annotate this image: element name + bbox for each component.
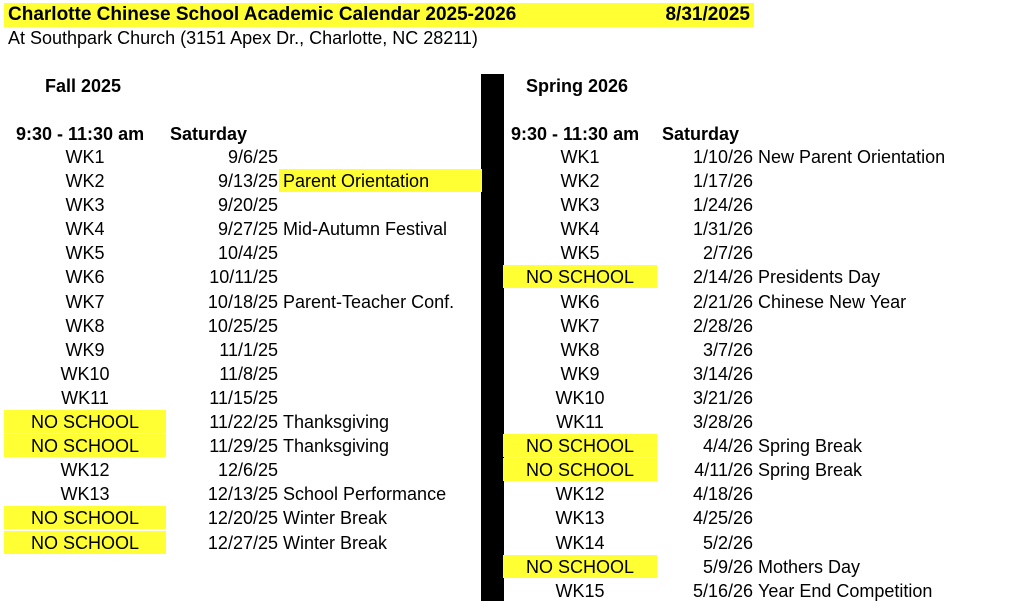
column-divider [481, 74, 504, 601]
spring-row [503, 338, 1024, 362]
week-label: WK1 [65, 147, 105, 167]
week-label: WK5 [560, 243, 600, 264]
week-label: WK1 [560, 147, 600, 167]
date-cell: 12/20/25 [207, 508, 278, 529]
date-cell: 1/17/26 [692, 171, 753, 192]
revision-date: 8/31/2025 [665, 4, 750, 25]
week-label: WK10 [555, 387, 605, 408]
date-cell: 5/16/26 [692, 580, 753, 601]
page-title: Charlotte Chinese School Academic Calendar 2025-2026 [8, 4, 517, 25]
week-label: WK8 [65, 315, 105, 336]
week-label: WK13 [60, 484, 110, 505]
date-cell: 2/21/26 [692, 291, 753, 312]
date-cell: 9/13/25 [217, 171, 278, 192]
no-school-label: NO SCHOOL [503, 458, 657, 481]
fall-row [4, 362, 482, 386]
spring-row [503, 241, 1024, 265]
week-label: WK3 [65, 195, 105, 216]
no-school-label: NO SCHOOL [4, 506, 166, 529]
spring-row [503, 531, 1024, 555]
fall-row [4, 241, 482, 265]
event-cell: Presidents Day [758, 267, 881, 288]
fall-row [4, 217, 482, 241]
spring-row [503, 169, 1024, 193]
fall-day-label: Saturday [170, 124, 248, 144]
week-label: WK10 [60, 363, 110, 384]
spring-row [503, 434, 1024, 458]
spring-row [503, 362, 1024, 386]
fall-schedule-list [4, 145, 482, 555]
spring-row [503, 410, 1024, 434]
week-label: WK6 [560, 291, 600, 312]
date-cell: 5/9/26 [702, 556, 753, 577]
spring-time-label: 9:30 - 11:30 am [511, 124, 640, 144]
event-cell: Mid-Autumn Festival [283, 219, 448, 240]
event-cell: Chinese New Year [758, 291, 907, 312]
week-label: WK11 [61, 387, 109, 408]
date-cell: 1/10/26 [692, 147, 753, 167]
date-cell: 9/6/25 [227, 147, 278, 167]
fall-time-label: 9:30 - 11:30 am [16, 124, 145, 144]
week-label: WK9 [560, 363, 600, 384]
event-cell: Winter Break [283, 508, 388, 529]
no-school-label: NO SCHOOL [4, 434, 166, 457]
fall-row [4, 193, 482, 217]
week-label: WK15 [555, 580, 605, 601]
no-school-label: NO SCHOOL [4, 531, 166, 554]
fall-row [4, 458, 482, 482]
week-label: WK4 [65, 219, 105, 240]
date-cell: 10/25/25 [207, 315, 278, 336]
event-cell: New Parent Orientation [758, 147, 946, 167]
spring-row [503, 579, 1024, 603]
week-label: WK2 [65, 171, 105, 192]
date-cell: 11/15/25 [209, 387, 278, 408]
event-cell: School Performance [283, 484, 447, 505]
event-cell: Spring Break [758, 460, 863, 481]
event-cell: Year End Competition [758, 580, 933, 601]
no-school-label: NO SCHOOL [503, 434, 657, 457]
location-line: At Southpark Church (3151 Apex Dr., Charlotte, NC 28211) [8, 28, 478, 48]
spring-row [503, 482, 1024, 506]
week-label: WK14 [555, 532, 605, 553]
spring-row [503, 555, 1024, 579]
no-school-label: NO SCHOOL [503, 555, 657, 578]
date-cell: 10/11/25 [209, 267, 278, 288]
spring-row [503, 458, 1024, 482]
week-label: WK7 [560, 315, 600, 336]
date-cell: 2/28/26 [692, 315, 753, 336]
fall-row [4, 338, 482, 362]
spring-row [503, 386, 1024, 410]
fall-row [4, 410, 482, 434]
spring-row [503, 145, 1024, 169]
fall-row [4, 265, 482, 289]
date-cell: 3/28/26 [692, 412, 753, 433]
date-cell: 10/18/25 [207, 291, 278, 312]
fall-row [4, 145, 482, 169]
fall-row [4, 169, 482, 193]
event-cell: Spring Break [758, 436, 863, 457]
week-label: WK7 [65, 291, 105, 312]
date-cell: 1/31/26 [692, 219, 753, 240]
date-cell: 12/27/25 [207, 532, 278, 553]
date-cell: 12/13/25 [207, 484, 278, 505]
date-cell: 9/20/25 [217, 195, 278, 216]
spring-day-label: Saturday [662, 124, 740, 144]
fall-heading: Fall 2025 [45, 76, 122, 96]
fall-row [4, 482, 482, 506]
date-cell: 10/4/25 [217, 243, 278, 264]
date-cell: 5/2/26 [702, 532, 753, 553]
date-cell: 4/4/26 [702, 436, 753, 457]
date-cell: 11/1/25 [219, 339, 278, 360]
week-label: WK13 [555, 508, 605, 529]
week-label: WK11 [556, 412, 604, 433]
week-label: WK12 [555, 484, 605, 505]
date-cell: 1/24/26 [692, 195, 753, 216]
fall-row [4, 290, 482, 314]
event-cell: Winter Break [283, 532, 388, 553]
event-cell: Mothers Day [758, 556, 861, 577]
date-cell: 3/21/26 [692, 387, 753, 408]
fall-row [4, 314, 482, 338]
no-school-label: NO SCHOOL [503, 265, 657, 288]
spring-row [503, 193, 1024, 217]
date-cell: 11/29/25 [209, 436, 278, 457]
week-label: WK4 [560, 219, 600, 240]
week-label: WK3 [560, 195, 600, 216]
no-school-label: NO SCHOOL [4, 410, 166, 433]
date-cell: 2/7/26 [702, 243, 753, 264]
title-banner [4, 3, 754, 27]
date-cell: 11/8/25 [219, 363, 278, 384]
event-cell: Thanksgiving [283, 412, 390, 433]
fall-row [4, 531, 482, 555]
spring-heading: Spring 2026 [526, 76, 629, 96]
spring-row [503, 314, 1024, 338]
week-label: WK8 [560, 339, 600, 360]
date-cell: 9/27/25 [217, 219, 278, 240]
fall-row [4, 386, 482, 410]
date-cell: 4/11/26 [694, 460, 753, 481]
date-cell: 3/7/26 [702, 339, 753, 360]
spring-row [503, 290, 1024, 314]
fall-row [4, 506, 482, 530]
date-cell: 12/6/25 [217, 460, 278, 481]
spring-row [503, 217, 1024, 241]
week-label: WK12 [60, 460, 110, 481]
week-label: WK9 [65, 339, 105, 360]
event-cell: Thanksgiving [283, 436, 390, 457]
date-cell: 4/18/26 [692, 484, 753, 505]
event-cell: Parent-Teacher Conf. [283, 291, 455, 312]
date-cell: 11/22/25 [209, 412, 278, 433]
week-label: WK5 [65, 243, 105, 264]
spring-row [503, 506, 1024, 530]
date-cell: 3/14/26 [692, 363, 753, 384]
spring-row [503, 265, 1024, 289]
event-cell: Parent Orientation [279, 169, 482, 192]
fall-row [4, 434, 482, 458]
date-cell: 2/14/26 [692, 267, 753, 288]
date-cell: 4/25/26 [692, 508, 753, 529]
spring-schedule-list [503, 145, 1024, 603]
week-label: WK2 [560, 171, 600, 192]
week-label: WK6 [65, 267, 105, 288]
